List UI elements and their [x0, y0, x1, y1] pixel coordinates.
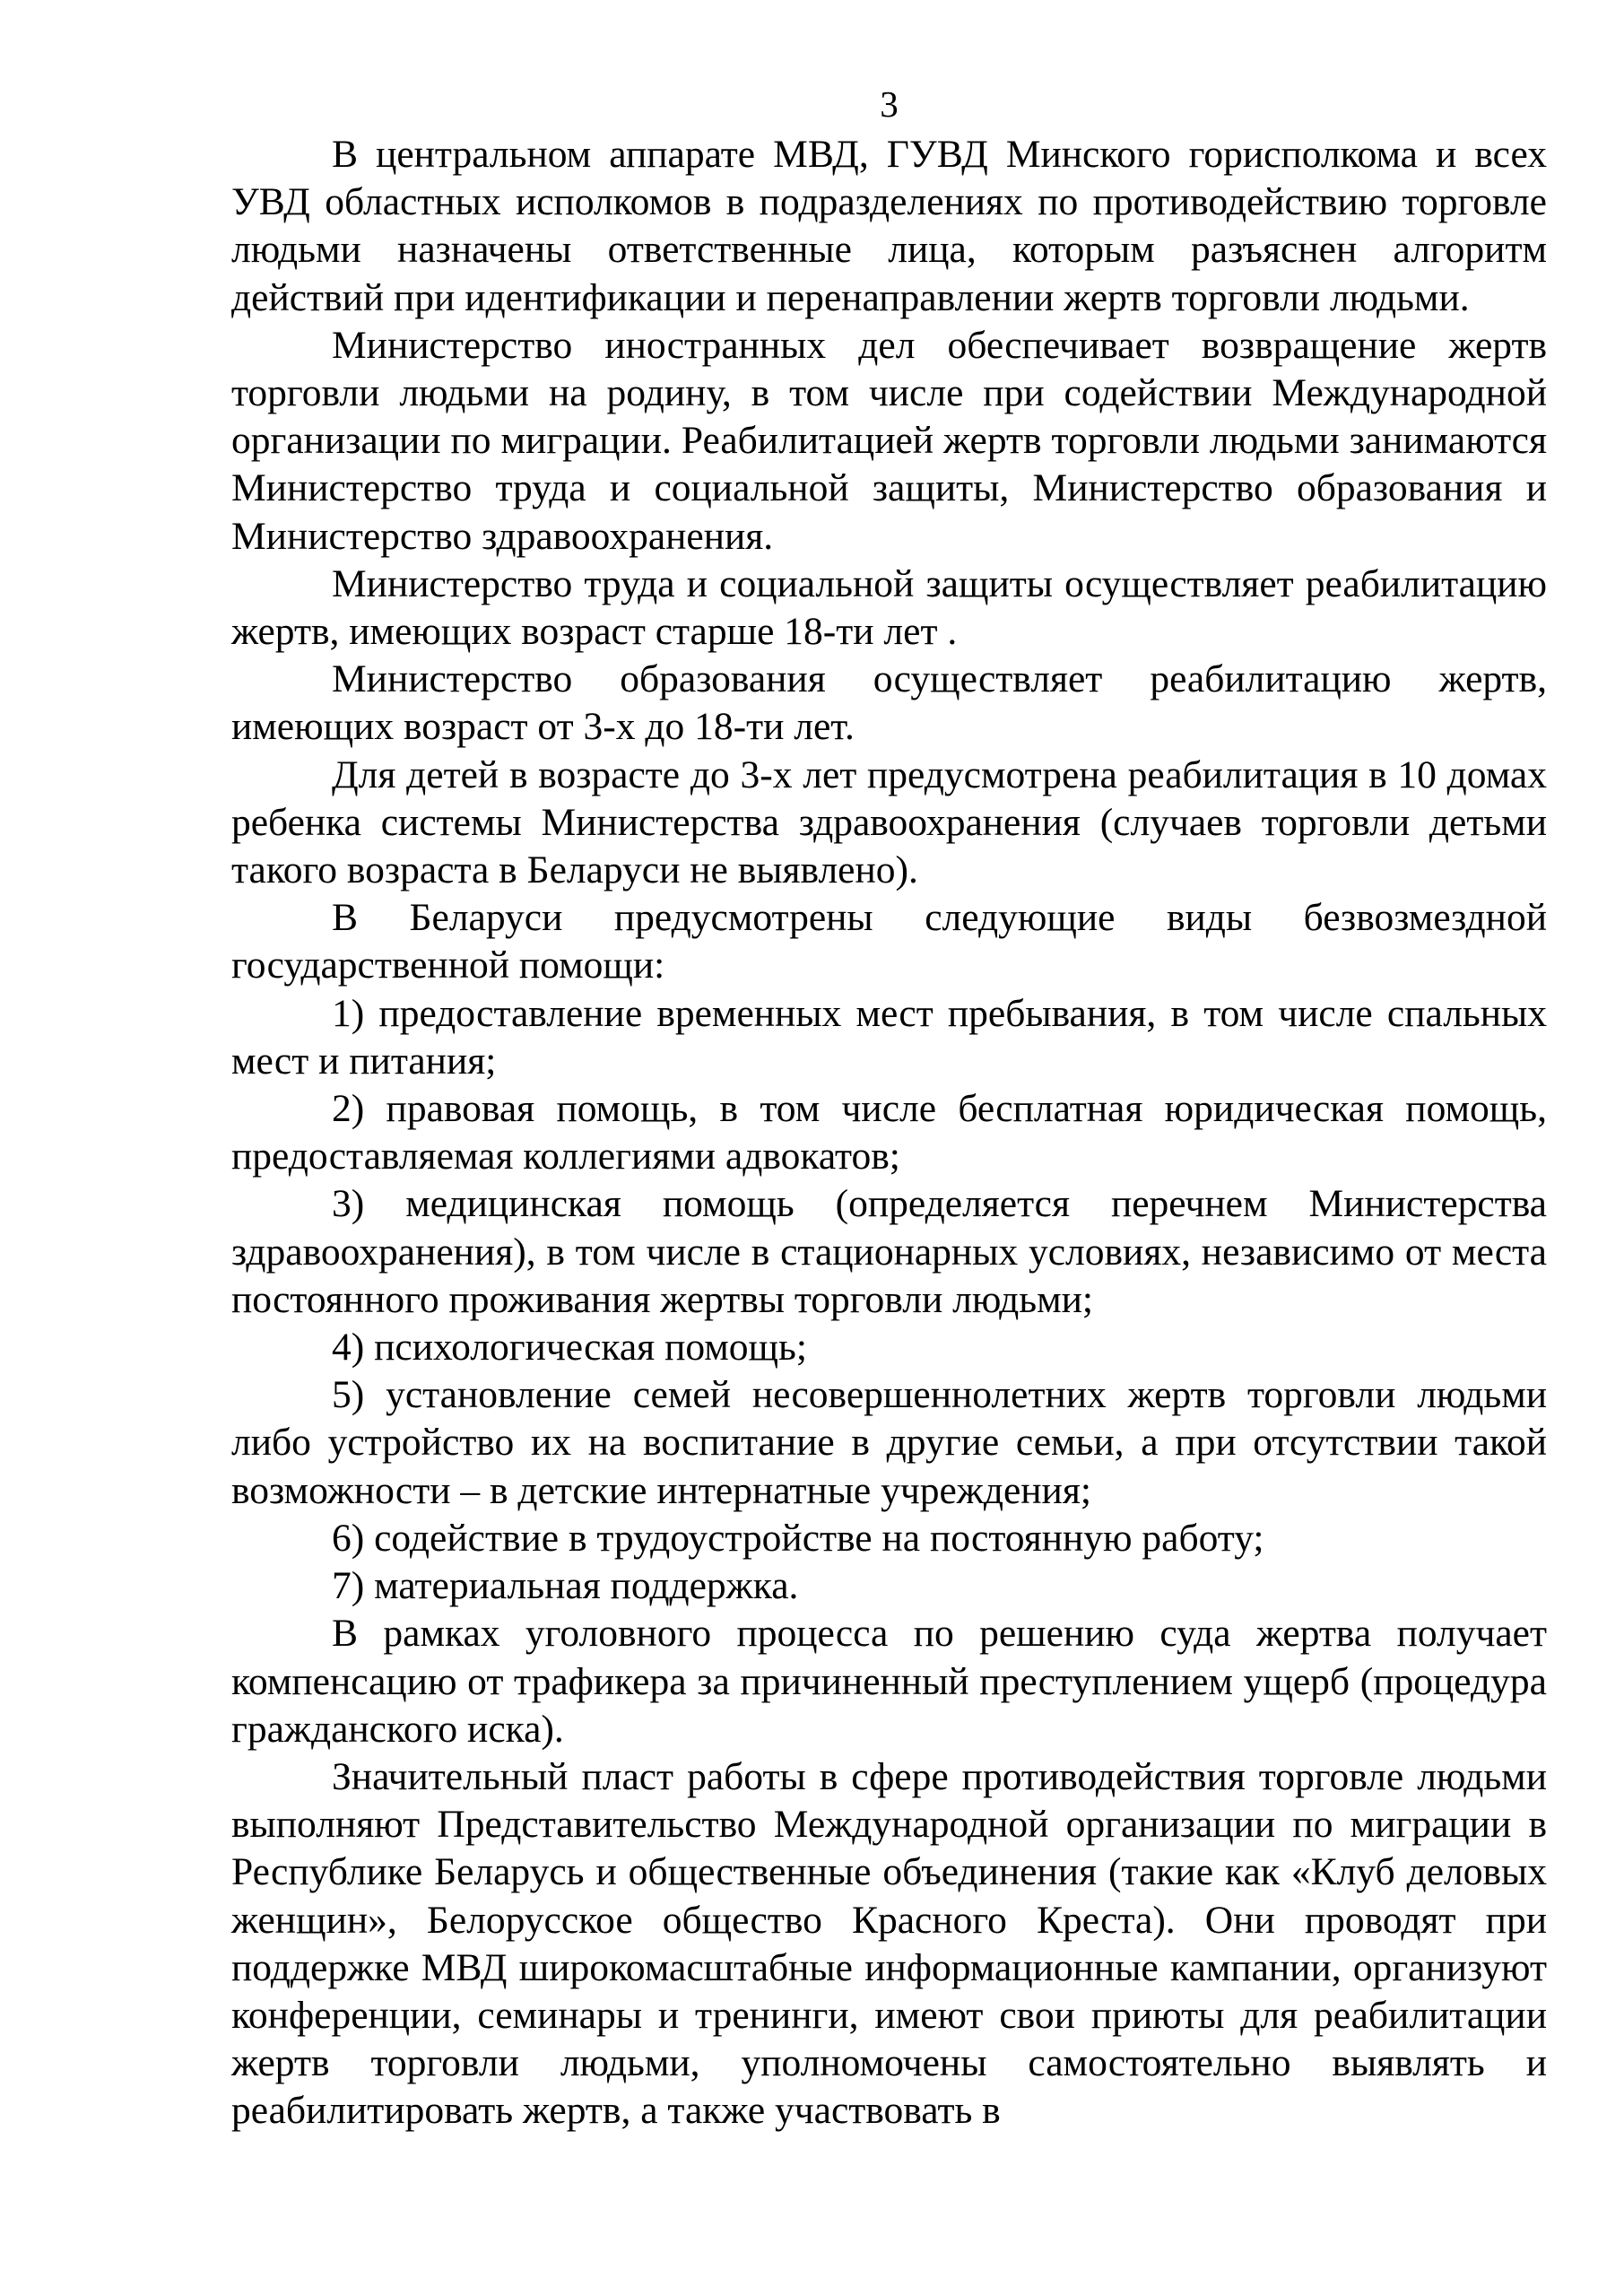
document-body — [231, 131, 1547, 2135]
paragraph-central-apparatus: В центральном аппарате МВД, ГУВД Минского горисполкома и всех УВД областных исполкомов в подразделениях по противодействию торговле людьми назначены ответственные лица, которым разъяснен алгоритм действий при идентификации и перенаправлении жертв торговли людьми. — [231, 133, 1547, 319]
list-item-3-medical-aid: 3) медицинская помощь (определяется перечнем Министерства здравоохранения), в том числе в стационарных условиях, независимо от места постоянного проживания жертвы торговли людьми; — [231, 1182, 1547, 1321]
paragraph-aid-types-intro: В Беларуси предусмотрены следующие виды безвозмездной государственной помощи: — [231, 896, 1547, 987]
list-item-1-temporary-accommodation: 1) предоставление временных мест пребывания, в том числе спальных мест и питания; — [231, 991, 1547, 1083]
list-item-6-employment-assistance: 6) содействие в трудоустройстве на постоянную работу; — [332, 1516, 1264, 1560]
list-item-4-psychological-aid: 4) психологическая помощь; — [332, 1326, 807, 1370]
paragraph-children-under-3: Для детей в возрасте до 3-х лет предусмотрена реабилитация в 10 домах ребенка системы Министерства здравоохранения (случаев торговли детьми такого возраста в Беларуси не выявлено). — [231, 752, 1547, 892]
paragraph-foreign-ministry: Министерство иностранных дел обеспечивает возвращение жертв торговли людьми на родину, в том числе при содействии Международной организации по миграции. Реабилитацией жертв торговли людьми занимаются Министерство труда и социальной защиты, Министерство образования и Министерство здравоохранения. — [231, 323, 1547, 558]
paragraph-iom-and-ngos: Значительный пласт работы в сфере противодействия торговле людьми выполняют Представительство Международной организации по миграции в Республике Беларусь и общественные объединения (такие как «Клуб деловых женщин», Белорусское общество Красного Креста). Они проводят при поддержке МВД широкомасштабные информационные кампании, организуют конференции, семинары и тренинги, имеют свои приюты для реабилитации жертв торговли людьми, уполномочены самостоятельно выявлять и реабилитировать жертв, а также участвовать в — [231, 1754, 1547, 2133]
list-item-2-legal-aid: 2) правовая помощь, в том числе бесплатная юридическая помощь, предоставляемая коллегиями адвокатов; — [231, 1087, 1547, 1178]
paragraph-criminal-process-compensation: В рамках уголовного процесса по решению суда жертва получает компенсацию от трафикера за причиненный преступлением ущерб (процедура гражданского иска). — [231, 1612, 1547, 1751]
page-number: 3 — [880, 83, 899, 125]
list-item-5-family-placement: 5) установление семей несовершеннолетних жертв торговли людьми либо устройство их на воспитание в другие семьи, а при отсутствии такой возможности – в детские интернатные учреждения; — [231, 1373, 1547, 1512]
paragraph-education-ministry: Министерство образования осуществляет реабилитацию жертв, имеющих возраст от 3-х до 18-ти лет. — [231, 657, 1547, 749]
paragraph-labor-ministry: Министерство труда и социальной защиты осуществляет реабилитацию жертв, имеющих возраст старше 18-ти лет . — [231, 561, 1547, 654]
list-item-7-material-support: 7) материальная поддержка. — [332, 1564, 799, 1608]
